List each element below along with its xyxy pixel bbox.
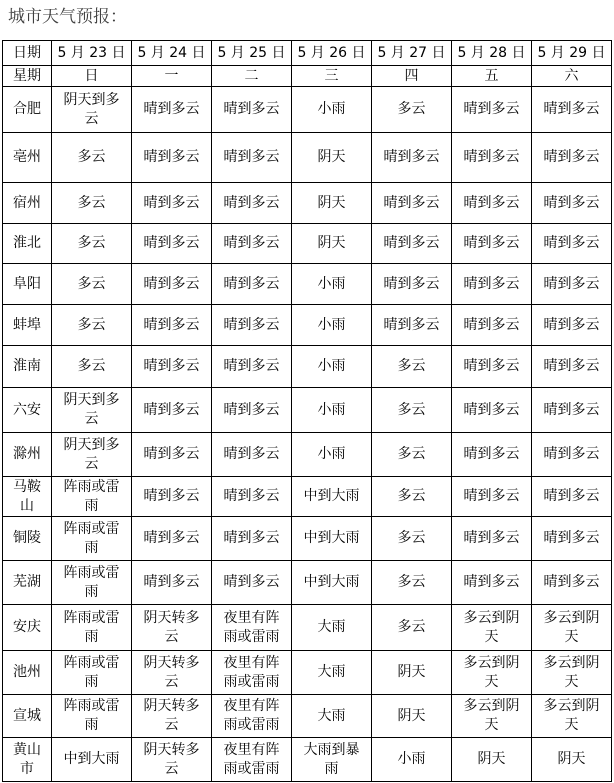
date-header-cell: 5 月 28 日 [452,41,532,66]
forecast-cell: 晴到多云 [212,224,292,264]
date-header-cell: 5 月 23 日 [52,41,132,66]
forecast-cell: 多云 [372,517,452,561]
forecast-cell: 阵雨或雷雨 [52,651,132,695]
forecast-cell: 晴到多云 [372,183,452,224]
weekday-cell: 五 [452,66,532,87]
forecast-cell: 大雨到暴雨 [292,738,372,782]
forecast-cell: 夜里有阵雨或雷雨 [212,738,292,782]
forecast-cell: 阴天 [372,695,452,738]
forecast-cell: 晴到多云 [132,87,212,133]
forecast-cell: 晴到多云 [452,517,532,561]
forecast-cell: 阴天转多云 [132,605,212,651]
city-name: 亳州 [3,133,52,183]
forecast-cell: 中到大雨 [292,561,372,605]
weekday-cell: 六 [532,66,612,87]
forecast-cell: 阴天 [292,133,372,183]
forecast-cell: 晴到多云 [532,183,612,224]
forecast-cell: 晴到多云 [212,477,292,517]
city-name: 铜陵 [3,517,52,561]
forecast-cell: 晴到多云 [132,183,212,224]
forecast-cell: 晴到多云 [132,264,212,305]
forecast-cell: 晴到多云 [372,133,452,183]
forecast-cell: 晴到多云 [212,388,292,433]
forecast-cell: 中到大雨 [292,477,372,517]
forecast-cell: 晴到多云 [132,388,212,433]
forecast-cell: 小雨 [372,738,452,782]
forecast-cell: 晴到多云 [132,433,212,477]
forecast-cell: 晴到多云 [532,433,612,477]
city-name: 六安 [3,388,52,433]
forecast-cell: 晴到多云 [372,264,452,305]
forecast-cell: 晴到多云 [452,433,532,477]
forecast-cell: 多云 [372,433,452,477]
city-row [3,264,612,305]
forecast-cell: 多云 [52,264,132,305]
forecast-cell: 多云 [372,477,452,517]
date-header-cell: 5 月 27 日 [372,41,452,66]
forecast-cell: 多云 [52,346,132,388]
city-row [3,561,612,605]
city-name: 淮北 [3,224,52,264]
weekday-cell: 一 [132,66,212,87]
forecast-cell: 夜里有阵雨或雷雨 [212,651,292,695]
forecast-cell: 阴天 [292,224,372,264]
forecast-cell: 阴天 [452,738,532,782]
forecast-cell: 晴到多云 [212,264,292,305]
city-name: 池州 [3,651,52,695]
city-name: 宿州 [3,183,52,224]
city-name: 安庆 [3,605,52,651]
forecast-cell: 多云到阴天 [452,695,532,738]
city-row [3,133,612,183]
forecast-cell: 多云 [372,87,452,133]
forecast-cell: 晴到多云 [212,561,292,605]
weekday-cell: 三 [292,66,372,87]
forecast-cell: 晴到多云 [132,561,212,605]
date-header-label: 日期 [3,41,52,66]
forecast-cell: 阴天到多云 [52,87,132,133]
forecast-cell: 晴到多云 [532,561,612,605]
forecast-cell: 阴天转多云 [132,651,212,695]
date-header-row [3,41,612,66]
city-row [3,738,612,782]
forecast-cell: 晴到多云 [532,133,612,183]
forecast-cell: 阴天 [292,183,372,224]
date-header-cell: 5 月 26 日 [292,41,372,66]
city-row [3,477,612,517]
forecast-cell: 晴到多云 [452,561,532,605]
forecast-cell: 大雨 [292,605,372,651]
city-row [3,605,612,651]
forecast-cell: 小雨 [292,346,372,388]
forecast-cell: 晴到多云 [532,346,612,388]
forecast-cell: 晴到多云 [132,305,212,346]
forecast-cell: 阵雨或雷雨 [52,477,132,517]
city-row [3,517,612,561]
forecast-cell: 小雨 [292,305,372,346]
page-title: 城市天气预报： [8,7,127,27]
forecast-cell: 中到大雨 [52,738,132,782]
forecast-cell: 晴到多云 [132,517,212,561]
forecast-cell: 晴到多云 [452,305,532,346]
forecast-cell: 多云 [372,388,452,433]
forecast-cell: 阴天转多云 [132,695,212,738]
date-header-cell: 5 月 24 日 [132,41,212,66]
forecast-cell: 晴到多云 [132,133,212,183]
city-row [3,87,612,133]
city-row [3,346,612,388]
forecast-cell: 晴到多云 [532,517,612,561]
date-header-cell: 5 月 25 日 [212,41,292,66]
forecast-cell: 阵雨或雷雨 [52,695,132,738]
forecast-cell: 多云到阴天 [532,651,612,695]
forecast-cell: 阵雨或雷雨 [52,605,132,651]
forecast-cell: 多云到阴天 [452,605,532,651]
city-name: 合肥 [3,87,52,133]
weekday-cell: 二 [212,66,292,87]
forecast-cell: 晴到多云 [132,224,212,264]
forecast-cell: 晴到多云 [532,305,612,346]
forecast-cell: 晴到多云 [132,477,212,517]
weekday-header-label: 星期 [3,66,52,87]
forecast-cell: 晴到多云 [212,133,292,183]
city-name: 滁州 [3,433,52,477]
forecast-cell: 阴天 [372,651,452,695]
forecast-cell: 晴到多云 [452,388,532,433]
forecast-cell: 多云 [52,305,132,346]
forecast-cell: 晴到多云 [452,264,532,305]
forecast-cell: 晴到多云 [132,346,212,388]
forecast-cell: 多云 [52,183,132,224]
date-header-cell: 5 月 29 日 [532,41,612,66]
forecast-cell: 多云 [372,346,452,388]
forecast-cell: 晴到多云 [532,477,612,517]
forecast-cell: 夜里有阵雨或雷雨 [212,605,292,651]
forecast-cell: 晴到多云 [212,87,292,133]
forecast-cell: 晴到多云 [452,183,532,224]
forecast-cell: 晴到多云 [372,224,452,264]
weekday-cell: 四 [372,66,452,87]
city-name: 宣城 [3,695,52,738]
city-row [3,224,612,264]
forecast-cell: 晴到多云 [532,224,612,264]
forecast-cell: 晴到多云 [372,305,452,346]
forecast-cell: 阴天到多云 [52,388,132,433]
forecast-cell: 阵雨或雷雨 [52,517,132,561]
forecast-cell: 晴到多云 [532,388,612,433]
forecast-cell: 多云 [52,133,132,183]
forecast-cell: 小雨 [292,264,372,305]
forecast-cell: 大雨 [292,651,372,695]
forecast-cell: 多云 [372,605,452,651]
forecast-cell: 多云 [52,224,132,264]
city-name: 芜湖 [3,561,52,605]
forecast-cell: 晴到多云 [532,87,612,133]
forecast-cell: 晴到多云 [212,517,292,561]
forecast-cell: 晴到多云 [452,477,532,517]
forecast-cell: 阴天转多云 [132,738,212,782]
forecast-cell: 小雨 [292,388,372,433]
city-row [3,388,612,433]
forecast-cell: 晴到多云 [212,305,292,346]
weekday-cell: 日 [52,66,132,87]
forecast-cell: 晴到多云 [452,133,532,183]
forecast-cell: 夜里有阵雨或雷雨 [212,695,292,738]
forecast-cell: 小雨 [292,433,372,477]
forecast-cell: 晴到多云 [452,87,532,133]
city-name: 黄山市 [3,738,52,782]
forecast-cell: 晴到多云 [212,183,292,224]
forecast-cell: 晴到多云 [212,346,292,388]
city-name: 蚌埠 [3,305,52,346]
city-row [3,433,612,477]
forecast-cell: 晴到多云 [212,433,292,477]
forecast-cell: 中到大雨 [292,517,372,561]
forecast-cell: 晴到多云 [452,224,532,264]
city-name: 马鞍山 [3,477,52,517]
forecast-cell: 多云到阴天 [532,695,612,738]
forecast-rows [3,87,612,782]
city-row [3,651,612,695]
forecast-cell: 阴天 [532,738,612,782]
city-row [3,183,612,224]
city-row [3,695,612,738]
weather-forecast-table [2,40,612,782]
forecast-cell: 晴到多云 [532,264,612,305]
forecast-cell: 晴到多云 [452,346,532,388]
forecast-cell: 大雨 [292,695,372,738]
city-name: 淮南 [3,346,52,388]
forecast-cell: 多云到阴天 [532,605,612,651]
city-name: 阜阳 [3,264,52,305]
weekday-header-row [3,66,612,87]
forecast-cell: 阴天到多云 [52,433,132,477]
forecast-cell: 小雨 [292,87,372,133]
forecast-cell: 多云到阴天 [452,651,532,695]
forecast-cell: 阵雨或雷雨 [52,561,132,605]
forecast-cell: 多云 [372,561,452,605]
city-row [3,305,612,346]
